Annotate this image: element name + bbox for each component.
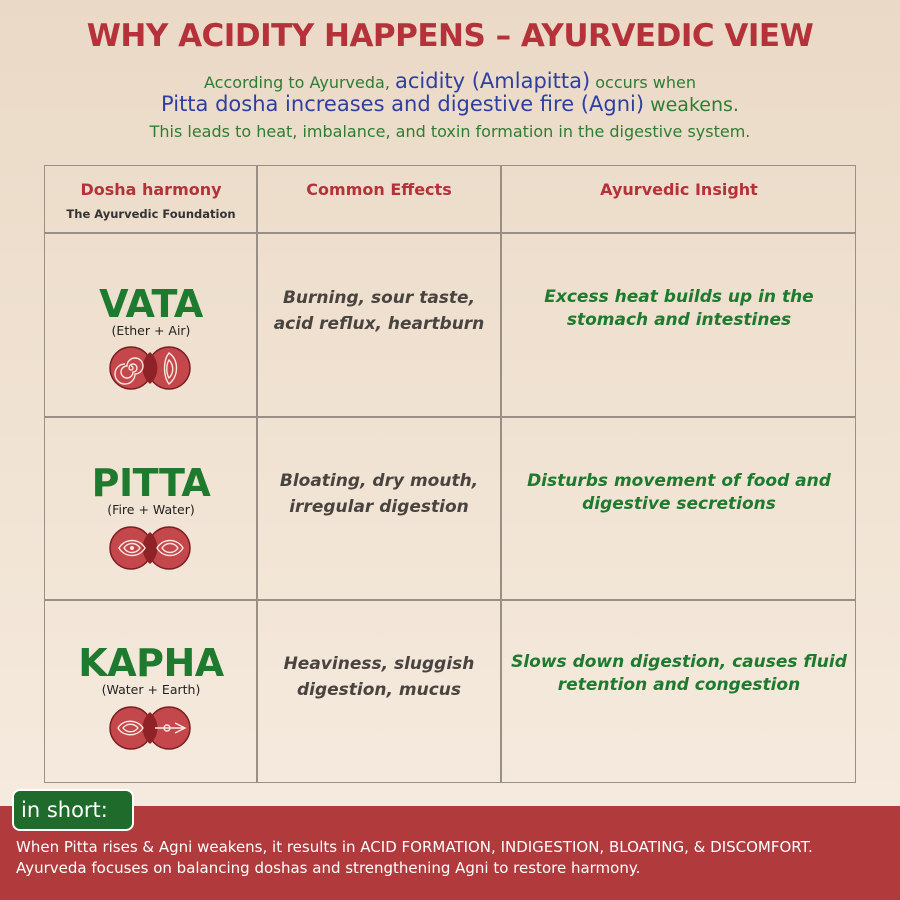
effects-vata-line-1: Burning, sour taste, bbox=[282, 288, 476, 308]
effects-kapha bbox=[257, 651, 501, 703]
insight-vata bbox=[501, 286, 857, 332]
effects-kapha-line-2: digestion, mucus bbox=[296, 680, 462, 700]
dosha-name-kapha: KAPHA bbox=[78, 641, 224, 685]
dosha-elements-vata: (Ether + Air) bbox=[111, 323, 191, 338]
header-common-effects: Common Effects bbox=[306, 180, 452, 199]
dosha-elements-pitta: (Fire + Water) bbox=[107, 502, 195, 517]
vata-spiral-icon bbox=[109, 344, 193, 392]
header-subtitle: The Ayurvedic Foundation bbox=[66, 207, 236, 221]
in-short-badge: in short: bbox=[12, 789, 134, 831]
row-divider bbox=[45, 599, 855, 601]
effects-pitta-line-2: irregular digestion bbox=[289, 497, 469, 517]
intro-pitta-term: Pitta dosha increases and digestive fire (Agni) bbox=[161, 92, 645, 116]
intro-line-3: This leads to heat, imbalance, and toxin formation in the digestive system. bbox=[149, 122, 751, 141]
insight-pitta-line-2: digestive secretions bbox=[582, 494, 776, 514]
row-divider bbox=[45, 416, 855, 418]
summary-line-1: When Pitta rises & Agni weakens, it results in ACID FORMATION, INDIGESTION, BLOATING, & DISCOMFORT. bbox=[16, 838, 813, 856]
header-dosha-harmony: Dosha harmony bbox=[80, 180, 222, 199]
intro-line-2-post: weakens. bbox=[644, 94, 739, 116]
insight-kapha-line-1: Slows down digestion, causes fluid bbox=[511, 652, 847, 672]
dosha-name-pitta: PITTA bbox=[91, 461, 211, 505]
effects-pitta-line-1: Bloating, dry mouth, bbox=[279, 471, 479, 491]
intro-line-1-post: occurs when bbox=[590, 73, 696, 92]
effects-kapha-line-1: Heaviness, sluggish bbox=[283, 654, 475, 674]
insight-kapha-line-2: retention and congestion bbox=[557, 675, 801, 695]
effects-pitta bbox=[257, 468, 501, 520]
effects-vata-line-2: acid reflux, heartburn bbox=[273, 314, 485, 334]
intro-line-1 bbox=[0, 69, 900, 93]
row-divider bbox=[45, 232, 855, 234]
intro-acidity-term: acidity (Amlapitta) bbox=[394, 69, 591, 93]
intro-line-1-pre: According to Ayurveda, bbox=[204, 73, 395, 92]
insight-kapha bbox=[501, 651, 857, 697]
insight-pitta-line-1: Disturbs movement of food and bbox=[527, 471, 831, 491]
header-ayurvedic-insight: Ayurvedic Insight bbox=[600, 180, 758, 199]
insight-vata-line-2: stomach and intestines bbox=[566, 310, 792, 330]
effects-vata bbox=[257, 285, 501, 337]
intro-line-2 bbox=[0, 92, 900, 116]
pitta-flame-icon bbox=[109, 524, 193, 572]
insight-vata-line-1: Excess heat builds up in the bbox=[544, 287, 814, 307]
dosha-name-vata: VATA bbox=[99, 282, 203, 326]
kapha-drop-icon bbox=[109, 704, 193, 752]
dosha-table bbox=[44, 165, 856, 783]
page-title: WHY ACIDITY HAPPENS – AYURVEDIC VIEW bbox=[86, 18, 814, 54]
dosha-elements-kapha: (Water + Earth) bbox=[101, 682, 201, 697]
summary-line-2: Ayurveda focuses on balancing doshas and strengthening Agni to restore harmony. bbox=[16, 859, 641, 877]
insight-pitta bbox=[501, 470, 857, 516]
